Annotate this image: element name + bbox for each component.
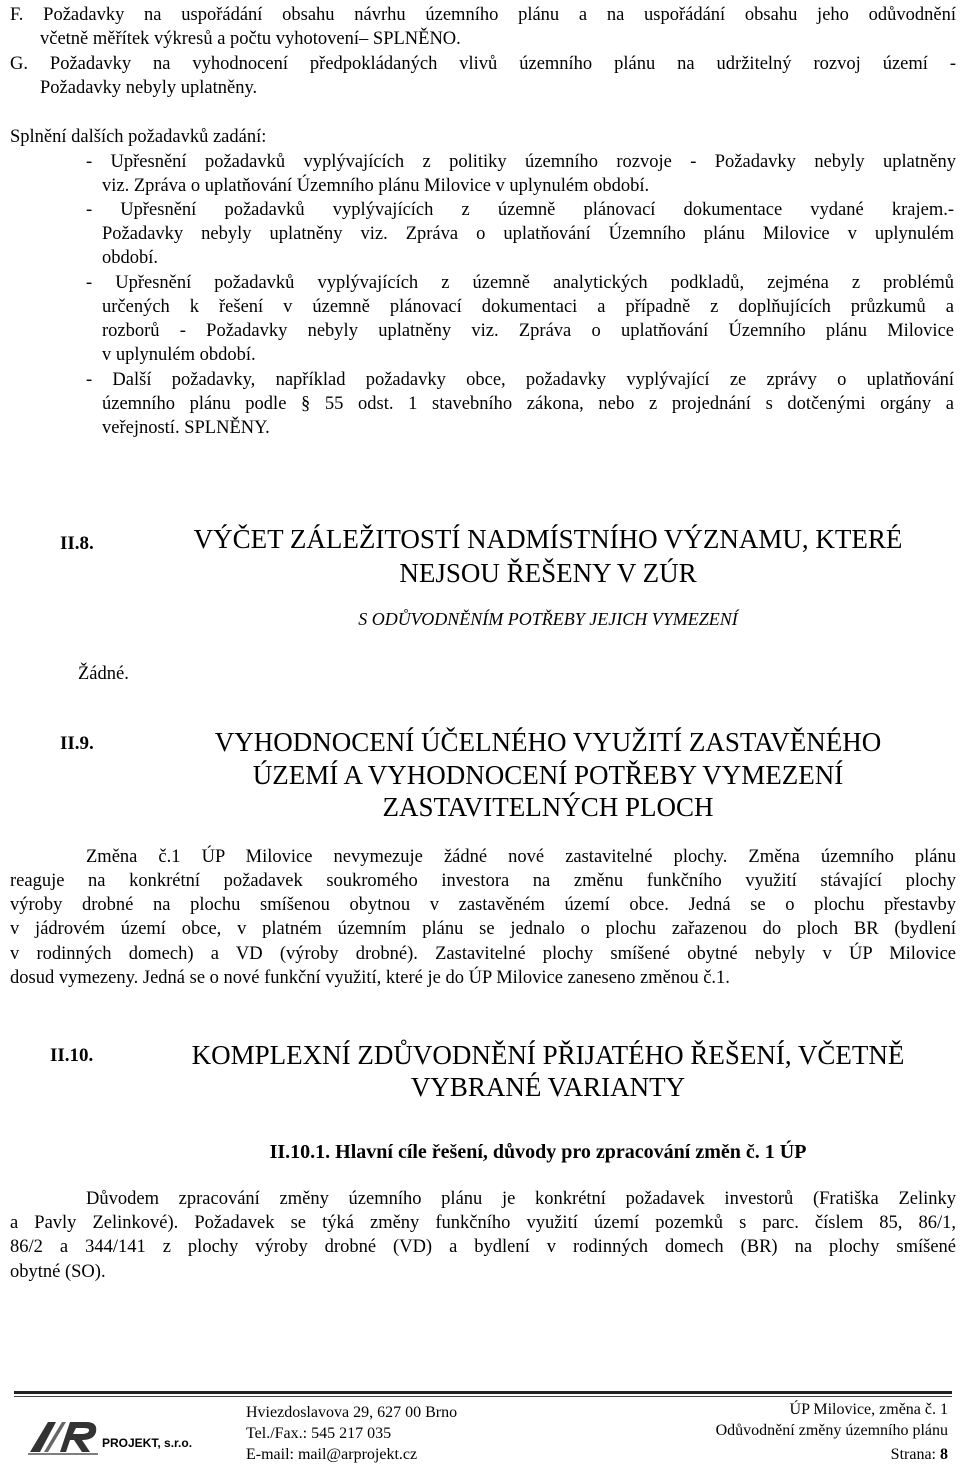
section-body-ii8: Žádné. [78,664,129,684]
paragraph-ii10-line2: a Pavly Zelinkové). Požadavek se týká změny funkčního využití území pozemků s parc. číslem 85, 86/1, [10,1213,956,1233]
bullet-2-line1: - Upřesnění požadavků vyplývajících z územně plánovací dokumentace vydané krajem.- [86,200,954,220]
paragraph-ii9-line6: dosud vymezeny. Jedná se o nové funkční využití, které je do ÚP Milovice zaneseno změnou č.1. [10,968,730,988]
item-g-line2: Požadavky nebyly uplatněny. [40,78,258,98]
paragraph-ii10-line4: obytné (SO). [10,1262,106,1282]
section-title-ii9-line1: VYHODNOCENÍ ÚČELNÉHO VYUŽITÍ ZASTAVĚNÉHO [214,727,882,757]
paragraph-ii9-line1: Změna č.1 ÚP Milovice nevymezuje žádné nové zastavitelné plochy. Změna územního plánu [86,847,956,867]
section-title-ii9-line2: ÚZEMÍ A VYHODNOCENÍ POTŘEBY VYMEZENÍ [252,760,844,790]
bullet-3-line1: - Upřesnění požadavků vyplývajících z územně analytických podkladů, zejména z problémů [86,273,954,293]
paragraph-ii10-line3: 86/2 a 344/141 z plochy výroby drobné (VD) a bydlení v rodinných domech (BR) na plochy smíšené [10,1237,956,1257]
footer-rule-thin [14,1396,952,1397]
subsection-heading-ii10-1: II.10.1. Hlavní cíle řešení, důvody pro zpracování změn č. 1 ÚP [269,1141,807,1163]
item-f-line2: včetně měřítek výkresů a počtu vyhotovení– SPLNĚNO. [40,29,461,49]
bullet-3-line3: rozborů - Požadavky nebyly uplatněny viz. Zpráva o uplatňování Územního plánu Milovice [102,321,954,341]
page-number: 8 [940,1446,948,1463]
footer-page [891,1445,948,1465]
paragraph-ii10-line1: Důvodem zpracování změny územního plánu je konkrétní požadavek investorů (Fratiška Zelinky [86,1189,956,1209]
bullet-3-line4: v uplynulém období. [102,345,256,365]
bullet-1-line2: viz. Zpráva o uplatňování Územního plánu Milovice v uplynulém období. [102,176,650,196]
paragraph-ii9-line4: v jádrovém území obce, v platném územním plánu se jednalo o plochu zařazenou do ploch BR (bydlení [10,919,956,939]
section-title-ii10-line1: KOMPLEXNÍ ZDŮVODNĚNÍ PŘIJATÉHO ŘEŠENÍ, VČETNĚ [191,1040,905,1070]
section-title-ii9-line3: ZASTAVITELNÝCH PLOCH [382,792,714,822]
paragraph-ii9-line5: v rodinných domech) a VD (výroby drobné). Zastavitelné plochy smíšené obytné nebyly v ÚP Milovice [10,944,956,964]
footer-address: Hviezdoslavova 29, 627 00 Brno [246,1404,458,1421]
section-title-ii10-line2: VYBRANÉ VARIANTY [410,1072,686,1102]
footer-email: E-mail: mail@arprojekt.cz [246,1446,418,1463]
item-f-line1: F. Požadavky na uspořádání obsahu návrhu územního plánu a na uspořádání obsahu jeho odůvodnění [10,5,956,25]
section-subtitle-ii8: S ODŮVODNĚNÍM POTŘEBY JEJICH VYMEZENÍ [358,609,738,629]
bullet-4-line1: - Další požadavky, například požadavky obce, požadavky vyplývající ze zprávy o uplatňování [86,370,954,390]
section-number-ii8: II.8. [60,533,94,554]
item-g-line1: G. Požadavky na vyhodnocení předpokládaných vlivů územního plánu na udržitelný rozvoj území - [10,54,956,74]
section-title-ii8-line1: VÝČET ZÁLEŽITOSTÍ NADMÍSTNÍHO VÝZNAMU, KTERÉ [193,524,903,554]
bullet-2-line2: Požadavky nebyly uplatněny viz. Zpráva o uplatňování Územního plánu Milovice v uplynulém [102,224,954,244]
bullet-4-line3: veřejností. SPLNĚNY. [102,418,270,438]
footer-rule [14,1391,952,1394]
section-heading-dalsi: Splnění dalších požadavků zadání: [10,127,267,147]
section-title-ii8-line2: NEJSOU ŘEŠENY V ZÚR [399,558,697,588]
logo-text: PROJEKT, s.r.o. [102,1436,193,1450]
page-label: Strana: [890,1446,936,1463]
section-number-ii10: II.10. [50,1045,94,1066]
bullet-2-line3: období. [102,248,159,268]
company-logo [26,1410,206,1460]
ar-logo-icon [26,1410,206,1460]
section-number-ii9: II.9. [60,733,94,754]
paragraph-ii9-line3: výroby drobné na plochu smíšenou obytnou v zastavěném území obce. Jedná se o plochu přestavby [10,895,956,915]
bullet-3-line2: určených k řešení v územně plánovací dokumentaci a případně z doplňujících průzkumů a [102,297,954,317]
bullet-4-line2: územního plánu podle § 55 odst. 1 stavebního zákona, nebo z projednání s dotčenými orgány a [102,394,954,414]
footer-doc-title: ÚP Milovice, změna č. 1 [789,1401,948,1418]
bullet-1-line1: - Upřesnění požadavků vyplývajících z politiky územního rozvoje - Požadavky nebyly uplatněny [86,152,956,172]
footer-phone: Tel./Fax.: 545 217 035 [246,1425,392,1442]
paragraph-ii9-line2: reaguje na konkrétní požadavek soukromého investora na změnu funkčního využití stávající plochy [10,871,956,891]
footer-doc-subtitle: Odůvodnění změny územního plánu [715,1422,948,1439]
